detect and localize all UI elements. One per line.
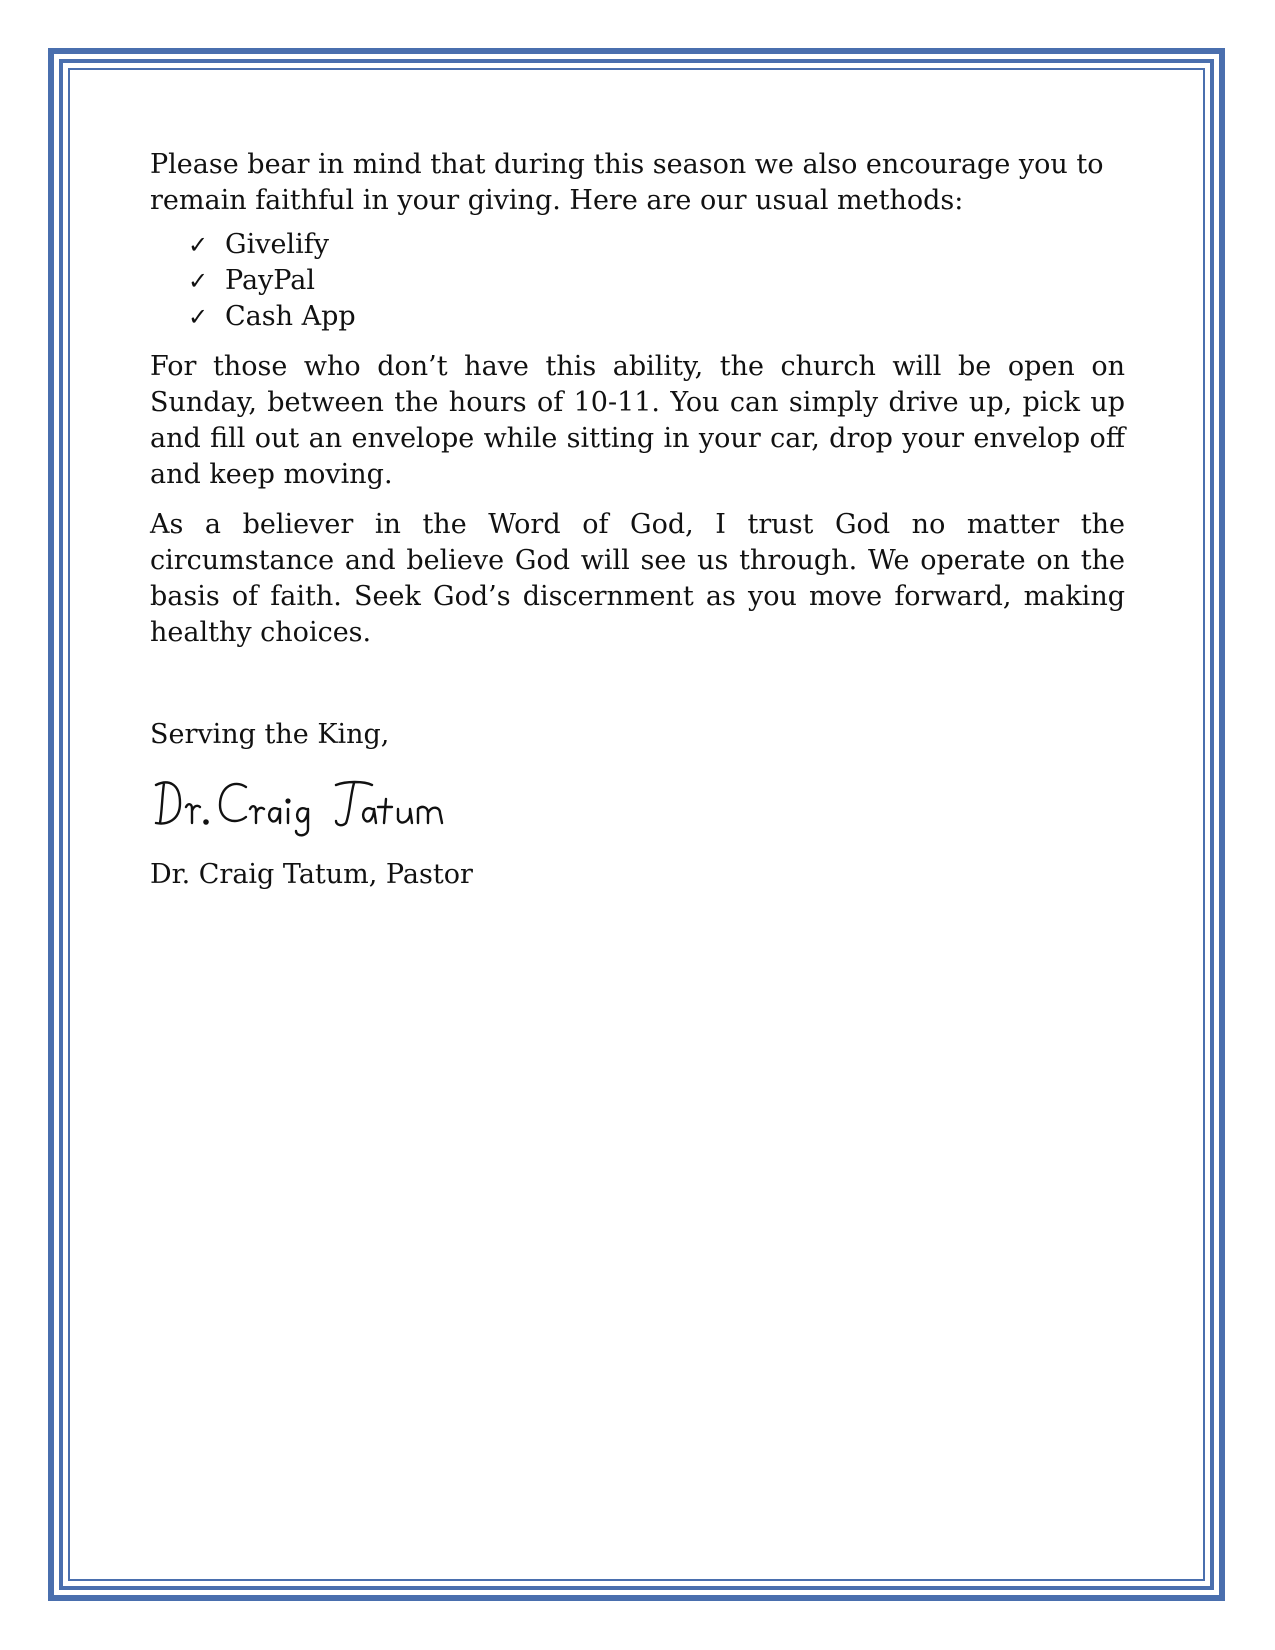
check-icon: ✓ — [188, 303, 209, 331]
handwritten-signature — [150, 773, 1125, 837]
church-open-paragraph: For those who don’t have this ability, the church will be open on Sunday, between the hours of 10-11. You can simply drive up, pick up and fill out an envelope while sitting in your car, drop your envelop off and keep moving. — [150, 351, 1125, 490]
method-label: PayPal — [225, 265, 315, 296]
giving-methods-list — [150, 227, 1125, 335]
check-icon: ✓ — [188, 267, 209, 295]
method-label: Givelify — [225, 229, 329, 260]
letter-body — [150, 147, 1125, 893]
closing-line: Serving the King, — [150, 719, 390, 750]
faith-paragraph: As a believer in the Word of God, I trust God no matter the circumstance and believe God will see us through. We operate on the basis of faith. Seek God’s discernment as you move forward, making healthy choices. — [150, 509, 1125, 648]
list-item — [188, 227, 1125, 263]
intro-paragraph: Please bear in mind that during this season we also encourage you to remain faithful in your giving. Here are our usual methods: — [150, 149, 1104, 216]
signer-name: Dr. Craig Tatum, Pastor — [150, 859, 473, 890]
list-item — [188, 263, 1125, 299]
list-item — [188, 299, 1125, 335]
method-label: Cash App — [225, 301, 356, 332]
check-icon: ✓ — [188, 231, 209, 259]
